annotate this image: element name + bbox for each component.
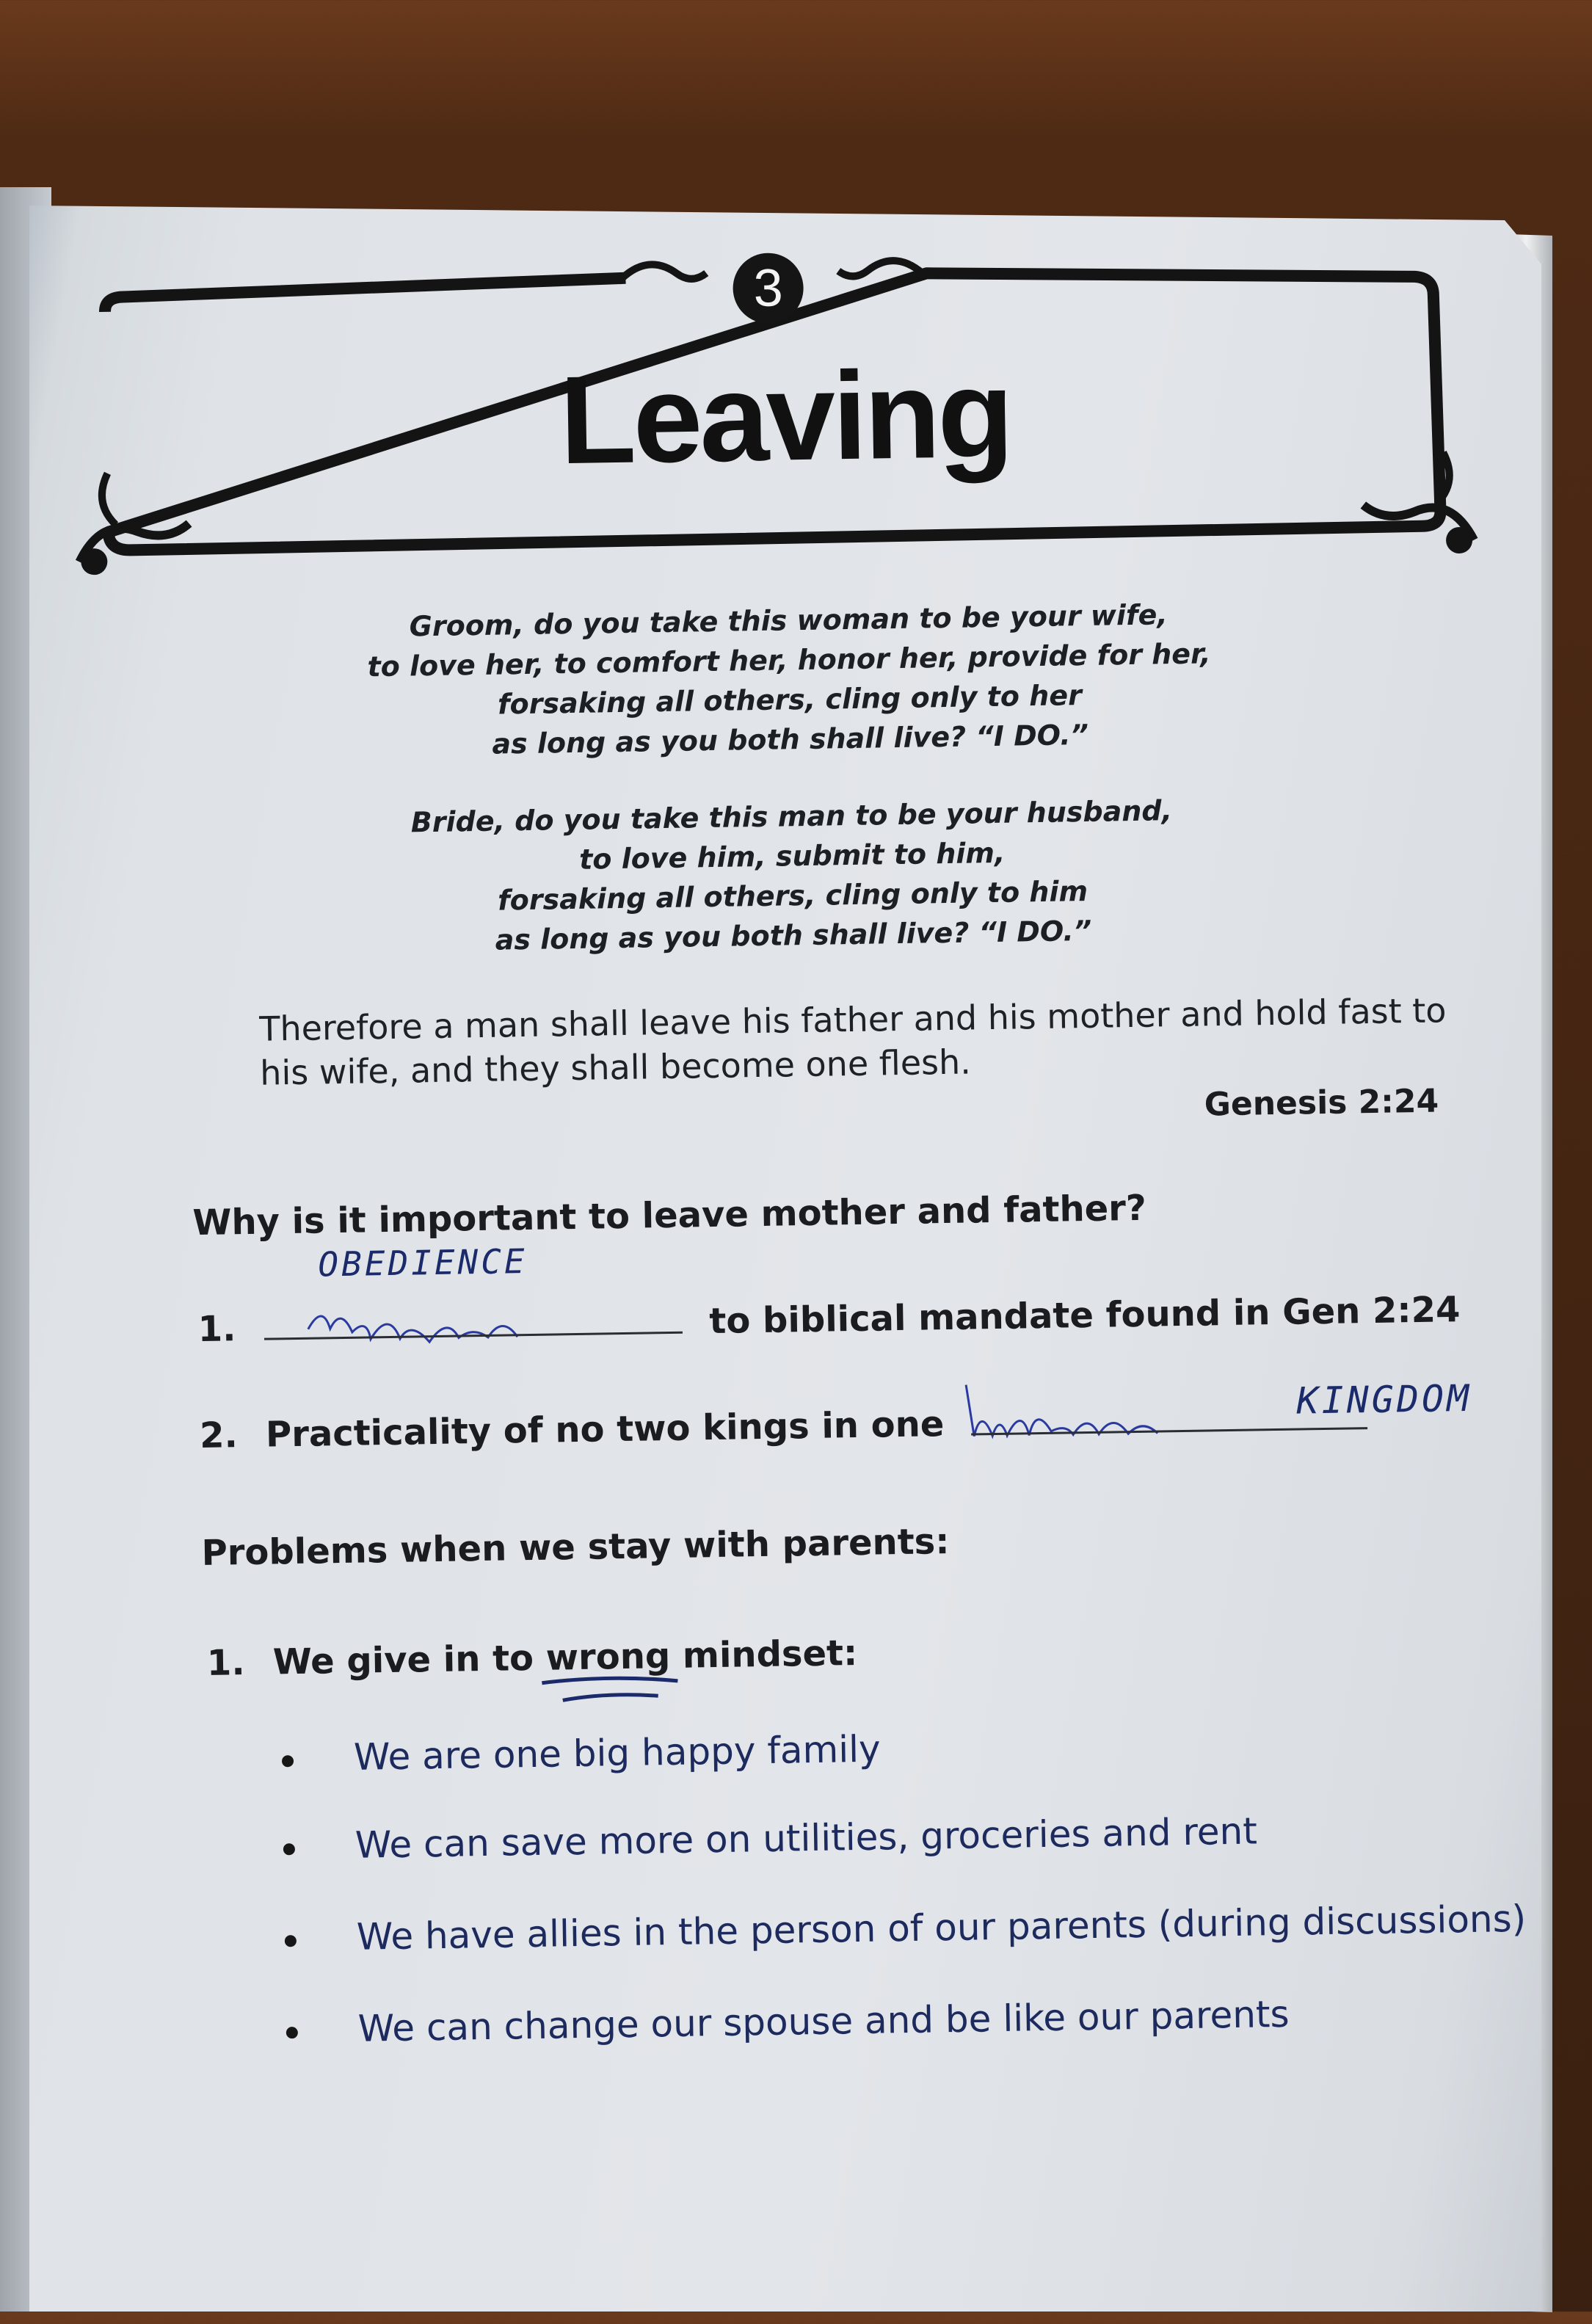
handwritten-answer-kingdom: KINGDOM [1296,1376,1472,1423]
item-text: Practicality of no two kings in one [265,1404,945,1456]
groom-vow-line: Groom, do you take this woman to be your wife, [409,598,1168,643]
item-number: 1. [206,1642,246,1684]
chapter-number-badge: 3 [733,253,804,324]
scripture-verse: Therefore a man shall leave his father and his mother and hold fast to his wife, and they shall become one flesh. [258,990,1447,1093]
bride-vow-line: forsaking all others, cling only to him [497,874,1088,917]
item-number: 1. [197,1308,236,1351]
groom-vow [0,588,1587,771]
item-text-before: We give in to [272,1637,547,1683]
bride-vow [0,784,1590,967]
emphasis-word [545,1635,670,1679]
bullet-item [282,1728,882,1780]
handwritten-answer-obedience: OBEDIENCE [317,1241,528,1285]
problems-heading: Problems when we stay with parents: [201,1521,950,1575]
question-heading: Why is it important to leave mother and father? [192,1187,1147,1244]
pen-underline [540,1674,688,1708]
bride-vow-line: as long as you both shall live? “I DO.” [495,914,1092,956]
groom-vow-line: to love her, to comfort her, honor her, provide for her, [367,637,1211,683]
bullet-icon [285,1935,297,1947]
chapter-title: Leaving [559,344,1012,491]
item-text-after: mindset: [669,1633,858,1677]
bride-vow-line: Bride, do you take this man to be your husband, [410,794,1173,839]
bullet-text: We have allies in the person of our parents (during discussions) [356,1897,1527,1958]
scripture-reference: Genesis 2:24 [1204,1082,1439,1124]
answer-blank [264,1310,683,1340]
groom-vow-line: as long as you both shall live? “I DO.” [492,718,1089,760]
question-item-2 [200,1397,1368,1456]
groom-vow-line: forsaking all others, cling only to her [497,679,1083,721]
problem-item-1 [206,1633,857,1684]
item-text: to biblical mandate found in Gen 2:24 [708,1289,1461,1343]
bullet-icon [283,1843,295,1855]
bullet-icon [282,1755,294,1767]
bullet-item [284,1898,1526,1960]
bullet-item [283,1810,1257,1868]
bullet-icon [286,2027,298,2038]
emphasis-text: wrong [545,1635,671,1679]
bullet-text: We can change our spouse and be like our parents [357,1992,1290,2050]
item-number: 2. [199,1415,239,1457]
bullet-text: We can save more on utilities, groceries and rent [355,1809,1258,1867]
bullet-text: We are one big happy family [353,1727,882,1779]
bullet-item [286,1993,1290,2051]
bride-vow-line: to love him, submit to him, [578,836,1006,876]
